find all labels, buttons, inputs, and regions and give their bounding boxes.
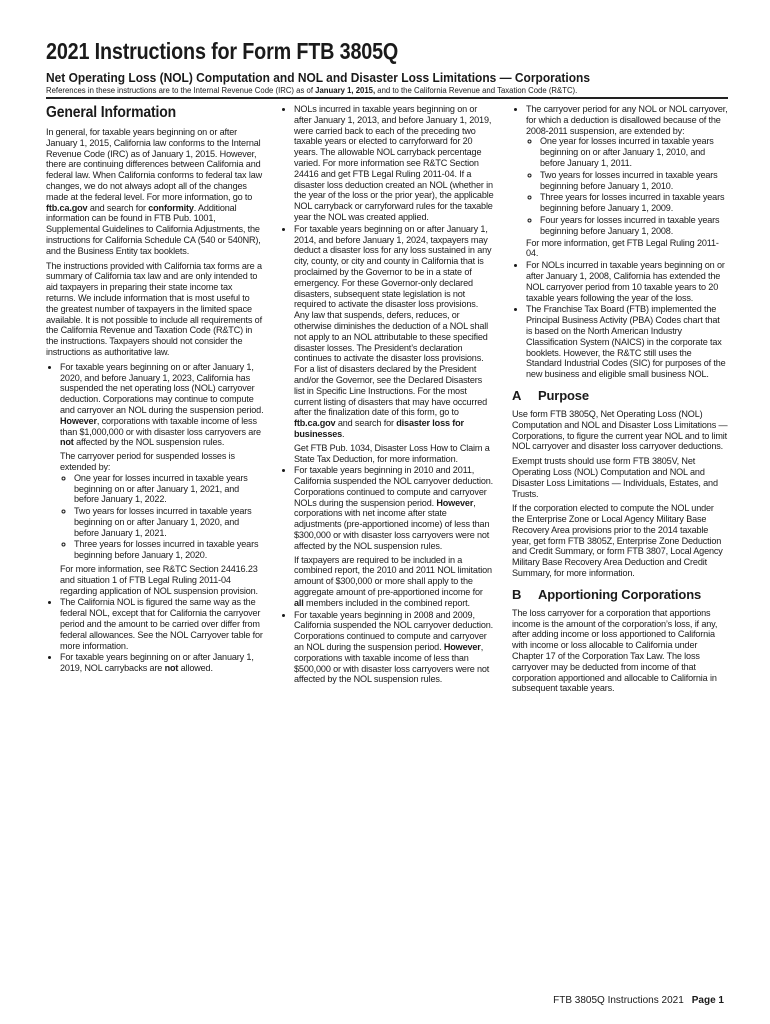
suspension-extension-list (526, 136, 728, 236)
header-rule (46, 97, 728, 99)
ftb-link[interactable]: ftb.ca.gov (294, 418, 336, 429)
list-item: ◦ One year for losses incurred in taxable years beginning on or after January 1, 2010, and before January 1, 2011. (540, 136, 728, 168)
column-2 (280, 104, 494, 688)
section-a-paragraph: Exempt trusts should use form FTB 3805V, Net Operating Loss (NOL) Computation and NOL and Disaster Loss Limitations — Individuals, Estates, and Trusts. (512, 456, 718, 499)
column-1 (46, 104, 264, 677)
list-item: ◦ Three years for losses incurred in taxable years beginning before January 1, 2020. (74, 539, 264, 561)
list-item: • For taxable years beginning on or after January 1, 2020, and before January 1, 2023, California has suspended the net operating loss (NOL) carryover deduction. Corporations may continue to compute and carryover an NOL during the suspension period. However, corporations with taxable income of less than $1,000,000 or with disaster loss carryovers are not affected by the NOL suspension rules. The carryover period for suspended losses is extended by: ◦ One year for losses incurred in taxable years beginning on or after January 1, 2021, and before January 1, 2022. ◦ Two years for losses incurred in taxable years beginning on or after January 1, 2020, and before January 1, 2021. ◦ Three years for losses incurred in taxable years beginning before January 1, 2020. For more information, see R&TC Section 24416.23 and situation 1 of FTB Legal Ruling 2011-04 regarding application of NOL suspension provision. (60, 362, 264, 597)
list-item: ◦ Two years for losses incurred in taxable years beginning before January 1, 2010. (540, 170, 728, 192)
list-item: • For taxable years beginning on or after January 1, 2019, NOL carrybacks are not allowed. (60, 652, 264, 674)
column-3-bullet-list (512, 104, 728, 380)
list-item: ◦ Three years for losses incurred in taxable years beginning before January 1, 2009. (540, 192, 728, 214)
list-item: • The Franchise Tax Board (FTB) implemented the Principal Business Activity (PBA) Codes chart that is based on the North American Industry Classification System (NAICS) in the corporate tax booklets. However, the R&TC still uses the Standard Industrial Codes (SIC) for purposes of the new business and eligible small business NOL. (526, 304, 728, 380)
general-bullet-list (46, 362, 264, 674)
column-3 (512, 104, 728, 698)
footer-form-label: FTB 3805Q Instructions 2021 (553, 995, 684, 1006)
list-item: • For taxable years beginning in 2008 and 2009, California suspended the NOL carryover deduction. Corporations continued to compute and carryover an NOL during the suspension period. However, corporations with taxable income of less than $500,000 or with disaster loss carryovers were not affected by the NOL suspension rules. (294, 610, 494, 686)
list-item: • The California NOL is figured the same way as the federal NOL, except that for California the carryover period and the amount to be carried over differ from federal allowances. See the NOL Carryover table for more information. (60, 597, 264, 651)
list-item: • For taxable years beginning in 2010 and 2011, California suspended the NOL carryover deduction. Corporations continued to compute and carryover NOLs during the suspension period. However, corporations with net income after state adjustments (pre-apportioned income) of less than $300,000 or with disaster loss carryovers were not affected by the NOL suspension rules. If taxpayers are required to be included in a combined report, the 2010 and 2011 NOL limitation amount of $300,000 or more shall apply to the aggregate amount of pre-apportioned income for all members included in the combined report. (294, 465, 494, 608)
ftb-link[interactable]: ftb.ca.gov (46, 202, 88, 213)
list-item: ◦ One year for losses incurred in taxable years beginning on or after January 1, 2021, and before January 1, 2022. (74, 473, 264, 505)
reference-note: References in these instructions are to the Internal Revenue Code (IRC) as of January 1, 2015, and to the California Revenue and Taxation Code (R&TC). (46, 86, 578, 95)
general-paragraph-1: In general, for taxable years beginning on or after January 1, 2015, California law conforms to the Internal Revenue Code (IRC) as of January 1, 2015. However, there are continuing differences between California and federal law. When California conforms to federal tax law changes, we do not always adopt all of the changes made at the federal level. For more information, go to ftb.ca.gov and search for conformity. Additional information can be found in FTB Pub. 1001, Supplemental Guidelines to California Adjustments, the instructions for California Schedule CA (540 or 540NR), and the Business Entity tax booklets. (46, 127, 263, 256)
page-subtitle: Net Operating Loss (NOL) Computation and NOL and Disaster Loss Limitations — Corporations (46, 70, 591, 85)
carryover-extension-list (60, 473, 264, 561)
list-item: • The carryover period for any NOL or NOL carryover, for which a deduction is disallowed because of the 2008-2011 suspension, are extended by: ◦ One year for losses incurred in taxable years beginning on or after January 1, 2010, and before January 1, 2011. ◦ Two years for losses incurred in taxable years beginning before January 1, 2010. ◦ Three years for losses incurred in taxable years beginning before January 1, 2009. ◦ Four years for losses incurred in taxable years beginning before January 1, 2008. For more information, get FTB Legal Ruling 2011-04. (526, 104, 728, 259)
section-a-paragraph: If the corporation elected to compute the NOL under the Enterprise Zone or Local Agency Military Base Recovery Area provisions prior to the 2014 taxable year, get form FTB 3805Z, Enterprise Zone Deduction and Credit Summary, or form FTB 3807, Local Agency Military Base Recovery Area Deduction and Credit Summary, for more information. (512, 503, 723, 579)
list-item: • For taxable years beginning on or after January 1, 2014, and before January 1, 2024, taxpayers may deduct a disaster loss for any loss sustained in any city, county, or city and county in California that is proclaimed by the Governor to be in a state of emergency. For these Governor-only declared disasters, subsequent state legislation is not required to activate the disaster loss provisions. Any law that suspends, defers, reduces, or otherwise diminishes the deduction of a NOL shall not apply to an NOL attributable to these specified disaster losses. The President’s declaration continues to activate the disaster loss provisions. For a list of disasters declared by the President and/or the Governor, see the Declared Disasters list in Specific Line Instructions. For the most current listing of disasters that may have occurred after the finalization date of this form, go to ftb.ca.gov and search for disaster loss for businesses. Get FTB Pub. 1034, Disaster Loss How to Claim a State Tax Deduction, for more information. (294, 224, 494, 465)
page-number: Page 1 (691, 995, 724, 1006)
column-2-bullet-list (280, 104, 494, 685)
section-b-paragraph: The loss carryover for a corporation that apportions income is the amount of the corporation’s loss, if any, after adding income or loss apportioned to California with income or loss allocable to California under Chapter 17 of the Corporation Tax Law. The loss carryover may be deducted from income of that corporation apportioned and allocable to California in subsequent taxable years. (512, 607, 718, 694)
general-information-heading: General Information (46, 104, 176, 121)
list-item: • NOLs incurred in taxable years beginning on or after January 1, 2013, and before January 1, 2019, were carried back to each of the preceding two taxable years or elected to carryforward for 20 years. The allowable NOL carryback percentage varied. For more information see R&TC Section 24416 and get FTB Legal Ruling 2011-04. If a disaster loss deduction created an NOL (whether in the year of the loss or the prior year), the applicable NOL carryback or carryforward rules for the taxable year the NOL was created applied. (294, 104, 494, 223)
list-item: ◦ Two years for losses incurred in taxable years beginning on or after January 1, 2020, and before January 1, 2021. (74, 506, 264, 538)
section-a-paragraph: Use form FTB 3805Q, Net Operating Loss (NOL) Computation and NOL and Disaster Loss Limitations — Corporations, to figure the current year NOL and to limit NOL carryover and disaster loss carryover deductions. (512, 408, 728, 452)
list-item: ◦ Four years for losses incurred in taxable years beginning before January 1, 2008. (540, 215, 728, 237)
general-paragraph-2: The instructions provided with California tax forms are a summary of California tax law and are only intended to aid taxpayers in preparing their state income tax returns. We include information that is most useful to the greatest number of taxpayers in the limited space available. It is not possible to include all requirements of the California Revenue and Taxation Code (R&TC) in the instructions. Taxpayers should not consider the instructions as authoritative law. (46, 260, 262, 357)
section-b-heading: B Apportioning Corporations (512, 586, 702, 602)
list-item: • For NOLs incurred in taxable years beginning on or after January 1, 2008, California has extended the NOL carryover period from 10 taxable years to 20 taxable years following the year of the loss. (526, 260, 728, 303)
section-a-heading: A Purpose (512, 387, 589, 403)
page-footer (553, 995, 724, 1006)
page-title: 2021 Instructions for Form FTB 3805Q (46, 38, 399, 64)
